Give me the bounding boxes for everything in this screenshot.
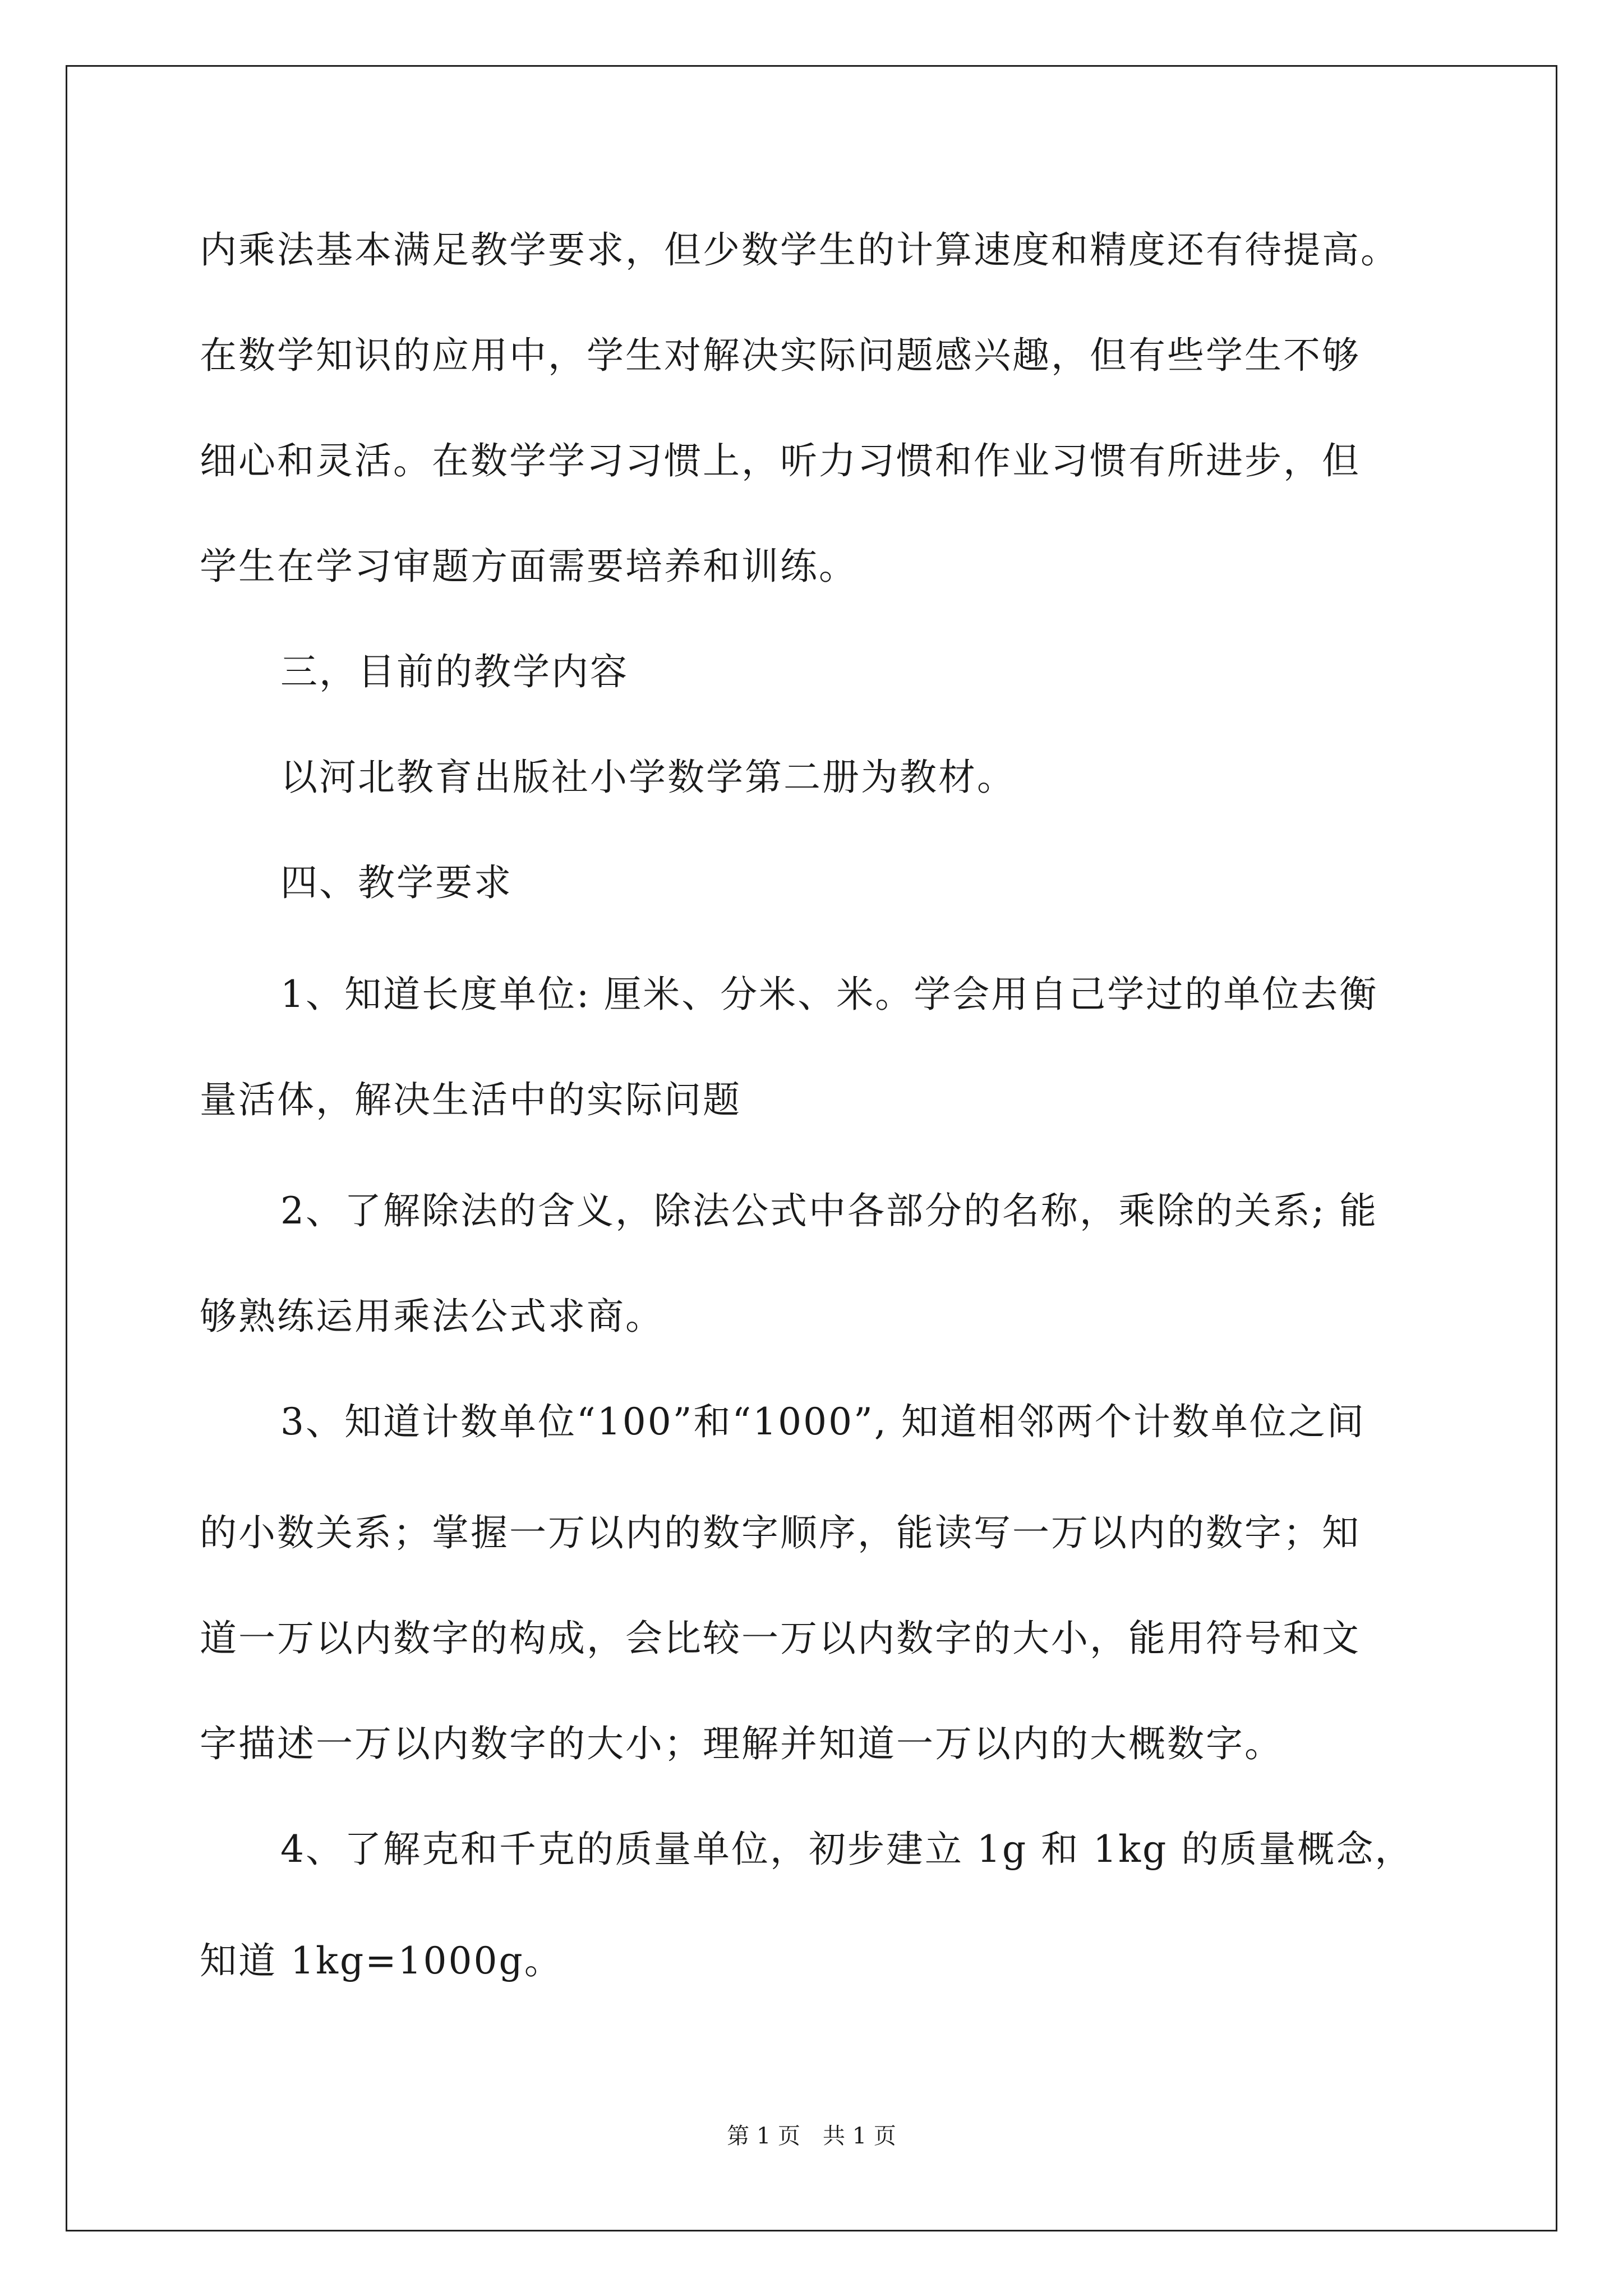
list-item-1-line: 1、知道长度单位: 厘米、分米、米。学会用自己学过的单位去衡 [280,973,1378,1016]
list-item-2-line: 2、了解除法的含义，除法公式中各部分的名称，乘除的关系; 能 [280,1189,1378,1232]
text-line: 知道 1kg=1000g。 [200,1939,563,1982]
text-line: 的小数关系；掌握一万以内的数字顺序，能读写一万以内的数字；知 [200,1511,1361,1554]
section-heading: 三，目前的教学内容 [280,650,629,693]
text-line: 细心和灵活。在数学学习习惯上，听力习惯和作业习惯有所进步，但 [200,439,1361,482]
text-line: 在数学知识的应用中，学生对解决实际问题感兴趣，但有些学生不够 [200,334,1361,377]
text-line: 够熟练运用乘法公式求商。 [200,1295,664,1338]
text-line: 内乘法基本满足教学要求，但少数学生的计算速度和精度还有待提高。 [200,228,1399,272]
text-line: 道一万以内数字的构成，会比较一万以内数字的大小，能用符号和文 [200,1617,1361,1660]
list-item-4-line: 4、了解克和千克的质量单位，初步建立 1g 和 1kg 的质量概念， [280,1828,1414,1871]
text-line: 学生在学习审题方面需要培养和训练。 [200,545,857,588]
text-line: 以河北教育出版社小学数学第二册为教材。 [280,756,1016,799]
page-border [66,65,1557,2231]
text-line: 量活体，解决生活中的实际问题 [200,1078,741,1121]
page-number-footer: 第 1 页 共 1 页 [727,2123,896,2149]
text-line: 字描述一万以内数字的大小；理解并知道一万以内的大概数字。 [200,1722,1283,1765]
section-heading: 四、教学要求 [280,861,513,904]
list-item-3-line: 3、知道计数单位“100”和“1000”, 知道相邻两个计数单位之间 [280,1400,1366,1443]
